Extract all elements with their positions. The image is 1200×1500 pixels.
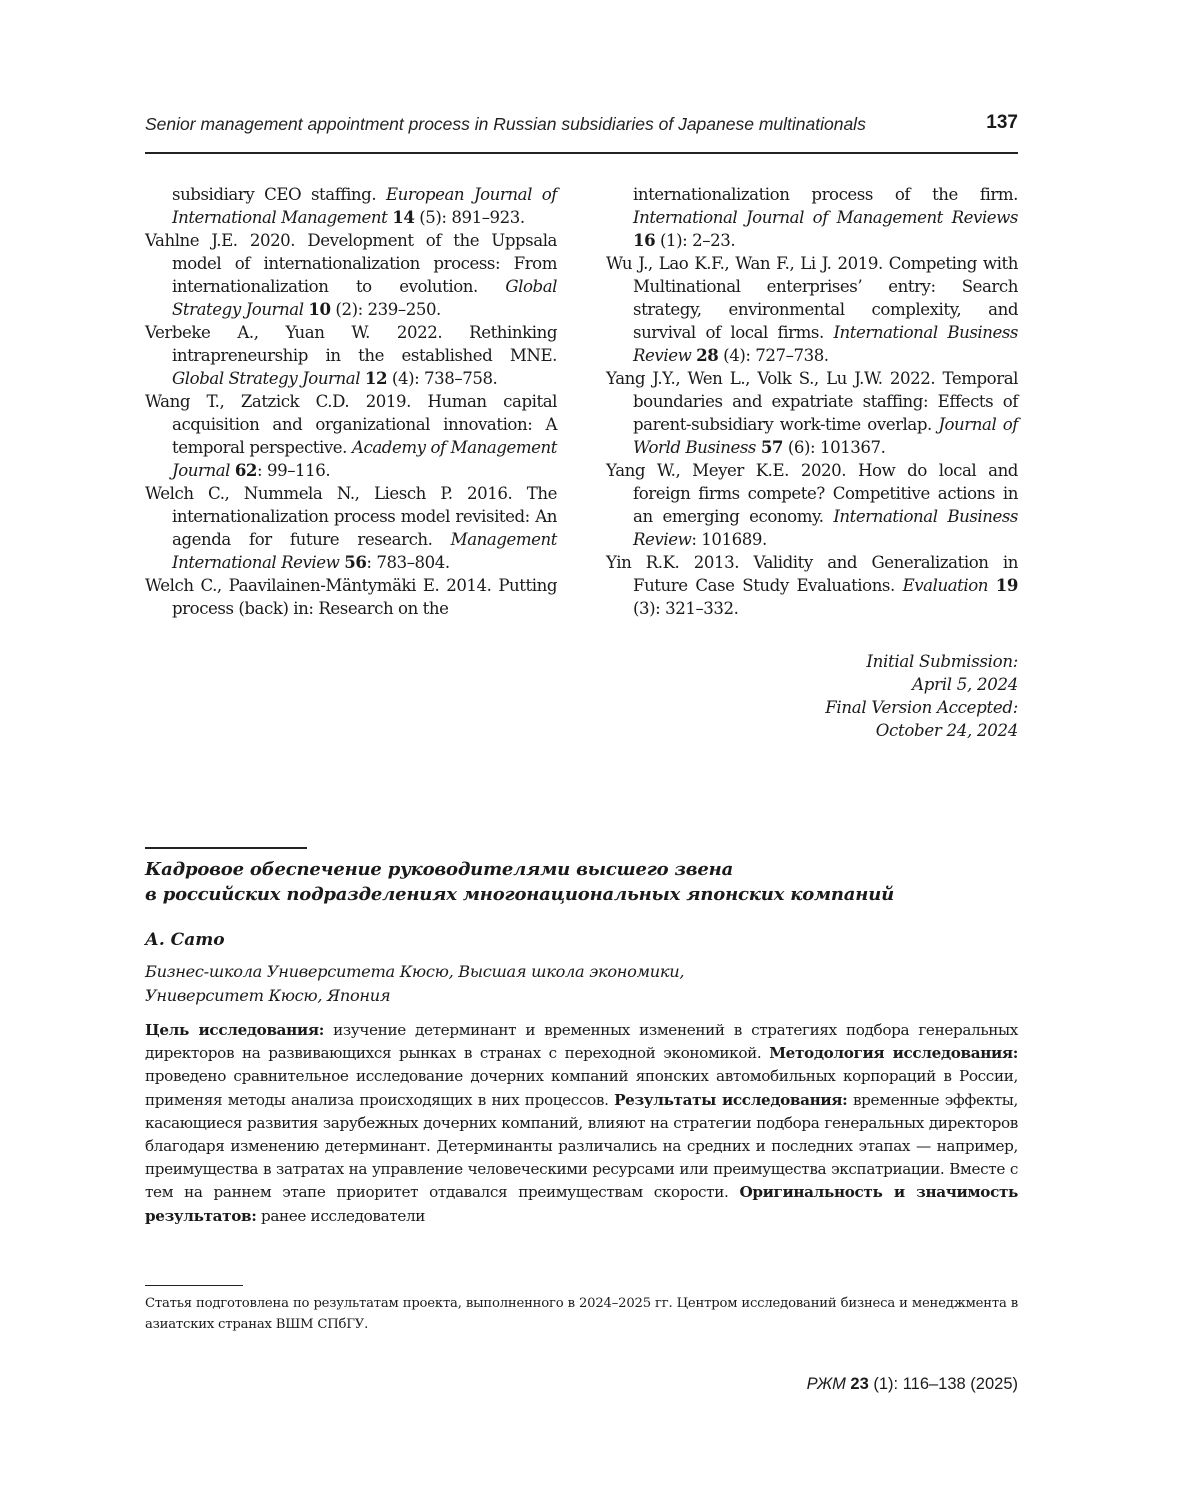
initial-submission-label: Initial Submission: — [866, 652, 1018, 671]
reference-item: Yang W., Meyer K.E. 2020. How do local and foreign firms compete? Competitive actions in an emerging economy. International Business Review: 101689. — [606, 461, 1018, 549]
running-title: Senior management appointment process in Russian subsidiaries of Japanese multinationals — [145, 114, 866, 134]
author-affiliation — [145, 960, 1025, 1008]
page-header — [145, 112, 1018, 154]
final-version-label: Final Version Accepted: — [825, 698, 1018, 717]
title-line: Кадровое обеспечение руководителями высшего звена — [145, 859, 734, 880]
reference-item: Vahlne J.E. 2020. Development of the Uppsala model of internationalization process: From internationalization to evolution. Global Strategy Journal 10 (2): 239–250. — [145, 231, 557, 319]
reference-item: Welch C., Paavilainen-Mäntymäki E. 2014. Putting process (back) in: Research on the — [145, 576, 557, 618]
abstract-goal-label: Цель исследования: — [145, 1021, 324, 1039]
journal-issue-pages: (1): 116–138 (2025) — [868, 1375, 1018, 1393]
abstract-method-label: Методология исследования: — [769, 1044, 1018, 1063]
footnote: Статья подготовлена по результатам проекта, выполненного в 2024–2025 гг. Центром исследований бизнеса и менеджмента в азиатских странах ВШМ СПбГУ. — [145, 1296, 1018, 1332]
abstract-results-label: Результаты исследования: — [614, 1090, 848, 1109]
section-divider — [145, 847, 307, 849]
reference-item: internationalization process of the firm. International Journal of Management Reviews 16 (1): 2–23. — [633, 185, 1018, 250]
abstract-originality-label: Оригинальность и значимость результатов: — [145, 1183, 1018, 1225]
reference-item: Yang J.Y., Wen L., Volk S., Lu J.W. 2022. Temporal boundaries and expatriate staffing: Effects of parent-subsidiary work-time overlap. Journal of World Business 57 (6): 101367. — [606, 369, 1018, 457]
title-line: в российских подразделениях многонациональных японских компаний — [145, 884, 894, 905]
reference-item: Welch C., Nummela N., Liesch P. 2016. The internationalization process model revisited: An agenda for future research. Management International Review 56: 783–804. — [145, 484, 557, 572]
journal-citation — [807, 1375, 1018, 1394]
submission-dates — [825, 650, 1018, 742]
reference-item: Verbeke A., Yuan W. 2022. Rethinking intrapreneurship in the established MNE. Global Strategy Journal 12 (4): 738–758. — [145, 323, 557, 388]
russian-article-title — [145, 857, 1045, 907]
reference-item: Yin R.K. 2013. Validity and Generalization in Future Case Study Evaluations. Evaluation 19 (3): 321–332. — [606, 553, 1018, 618]
initial-submission-date: April 5, 2024 — [912, 675, 1018, 694]
footnote-divider — [145, 1285, 243, 1286]
reference-item: Wang T., Zatzick C.D. 2019. Human capital acquisition and organizational innovation: A temporal perspective. Academy of Management Journal 62: 99–116. — [145, 392, 557, 480]
affiliation-line: Бизнес-школа Университета Кюсю, Высшая школа экономики, — [145, 962, 685, 981]
journal-name: РЖМ — [806, 1375, 846, 1393]
russian-abstract: Цель исследования: изучение детерминант и временных изменений в стратегиях подбора генеральных директоров на развивающихся рынках в странах с переходной экономикой. Методология исследования: проведено сравнительное исследование дочерних компаний японских автомобильных корпораций в России, применяя методы анализа происходящих в них процессов. Результаты исследования: временные эффекты, касающиеся развития зарубежных дочерних компаний, влияют на стратегии подбора генеральных директоров благодаря изменению детерминант. Детерминанты различались на средних и последних этапах — например, преимущества в затратах на управление человеческими ресурсами или преимущества экспатриации. Вместе с тем на раннем этапе приоритет отдавался преимуществам скорости. Оригинальность и значимость результатов: ранее исследователи — [145, 1021, 1019, 1225]
author-name: А. Сато — [145, 930, 225, 950]
references-right-column — [606, 183, 1018, 620]
final-version-date: October 24, 2024 — [875, 721, 1018, 740]
reference-item: Wu J., Lao K.F., Wan F., Li J. 2019. Competing with Multinational enterprises’ entry: Search strategy, environmental complexity, and survival of local firms. International Business Review 28 (4): 727–738. — [606, 254, 1018, 365]
reference-item: subsidiary CEO staffing. European Journal of International Management 14 (5): 891–923. — [172, 185, 557, 227]
journal-volume: 23 — [850, 1375, 869, 1393]
affiliation-line: Университет Кюсю, Япония — [145, 986, 391, 1005]
references-left-column — [145, 183, 557, 620]
page-number: 137 — [986, 112, 1018, 133]
